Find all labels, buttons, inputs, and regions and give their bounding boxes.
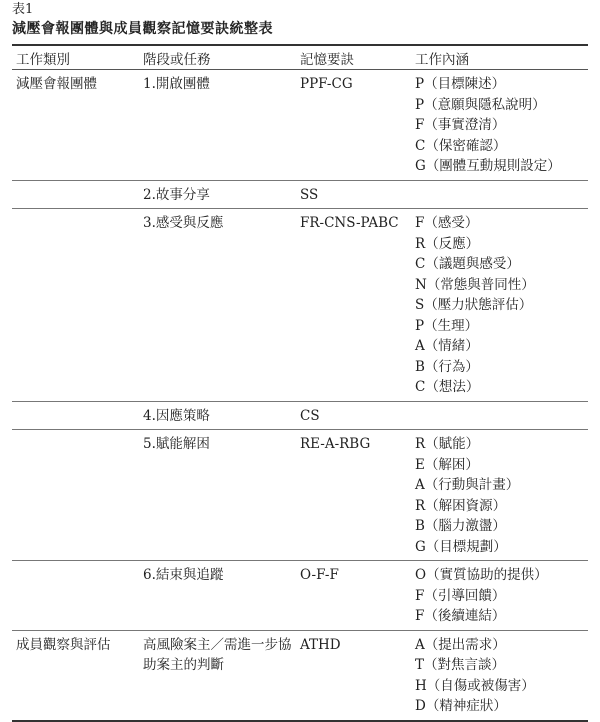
work-content-cell	[411, 180, 588, 209]
table-body	[12, 70, 588, 721]
table-row	[12, 561, 588, 631]
table-header-row	[12, 45, 588, 70]
stage-cell: 3.感受與反應	[139, 209, 296, 402]
header-stage-or-task: 階段或任務	[139, 45, 296, 70]
work-content-item: G（目標規劃）	[415, 538, 507, 555]
header-mnemonic: 記憶要訣	[296, 45, 411, 70]
work-content-item: H（自傷或被傷害）	[415, 677, 535, 694]
mnemonic-cell: SS	[296, 180, 411, 209]
work-content-item: P（意願與隱私說明）	[415, 96, 546, 113]
work-content-item: R（反應）	[415, 235, 480, 252]
work-content-item: A（情緒）	[415, 338, 479, 354]
mnemonic-cell: ATHD	[296, 630, 411, 721]
header-work-category: 工作類別	[12, 45, 139, 70]
work-category-cell	[12, 180, 139, 209]
work-content-item: T（對焦言談）	[415, 657, 506, 673]
work-category-cell: 成員觀察與評估	[12, 630, 139, 721]
work-content-item: R（解困資源）	[415, 497, 507, 514]
work-content-item: B（腦力激盪）	[415, 518, 506, 534]
mnemonic-cell: PPF-CG	[300, 76, 353, 92]
work-content-item: C（想法）	[415, 379, 480, 395]
work-content-item: F（事實澄清）	[415, 117, 506, 133]
work-category-cell	[12, 561, 139, 631]
stage-cell: 5.賦能解困	[139, 430, 296, 561]
table-row	[12, 430, 588, 561]
table-row	[12, 70, 588, 181]
work-content-item: C（議題與感受）	[415, 256, 520, 272]
work-content-cell	[411, 561, 588, 631]
work-content-item: F（後續連結）	[415, 608, 506, 624]
mnemonic-cell: FR-CNS-PABC	[296, 209, 411, 402]
work-content-item: D（精神症狀）	[415, 698, 507, 714]
mnemonic-summary-table	[12, 44, 588, 722]
work-content-item: B（行為）	[415, 358, 479, 375]
work-content-item: O（實質協助的提供）	[415, 567, 548, 583]
work-content-item: F（感受）	[415, 215, 479, 231]
table-label: 表1	[12, 2, 34, 17]
mnemonic-cell: RE-A-RBG	[296, 430, 411, 561]
work-content-cell	[411, 401, 588, 430]
work-content-item: F（引導回饋）	[415, 587, 506, 604]
table-title: 減壓會報團體與成員觀察記憶要訣統整表	[12, 21, 273, 37]
work-content-cell	[411, 209, 588, 402]
work-content-item: E（解困）	[415, 456, 479, 473]
table-row	[12, 180, 588, 209]
work-content-cell	[411, 430, 588, 561]
stage-cell: 1.開啟團體	[143, 76, 210, 92]
work-content-item: G（團體互動規則設定）	[415, 158, 561, 174]
work-content-item: A（行動與計畫）	[415, 477, 520, 493]
work-content-item: N（常態與普同性）	[415, 276, 535, 293]
work-content-cell	[411, 70, 588, 181]
mnemonic-cell: CS	[296, 401, 411, 430]
work-category-cell	[12, 401, 139, 430]
work-content-item: C（保密確認）	[415, 137, 507, 154]
work-content-cell	[411, 630, 588, 721]
work-category-cell	[12, 209, 139, 402]
table-row	[12, 209, 588, 402]
work-category-cell	[12, 430, 139, 561]
work-content-item: P（生理）	[415, 317, 479, 334]
work-content-item: P（目標陳述）	[415, 76, 506, 92]
stage-cell: 4.因應策略	[139, 401, 296, 430]
work-category-cell: 減壓會報團體	[16, 76, 97, 92]
work-content-item: A（提出需求）	[415, 636, 506, 653]
stage-cell: 2.故事分享	[139, 180, 296, 209]
table-row	[12, 630, 588, 721]
stage-cell: 6.結束與追蹤	[139, 561, 296, 631]
stage-cell: 高風險案主／需進一步協助案主的判斷	[139, 630, 296, 721]
work-content-item: R（賦能）	[415, 436, 480, 452]
table-row	[12, 401, 588, 430]
mnemonic-cell: O-F-F	[296, 561, 411, 631]
header-work-content: 工作內涵	[411, 45, 588, 70]
work-content-item: S（壓力狀態評估）	[415, 297, 533, 313]
